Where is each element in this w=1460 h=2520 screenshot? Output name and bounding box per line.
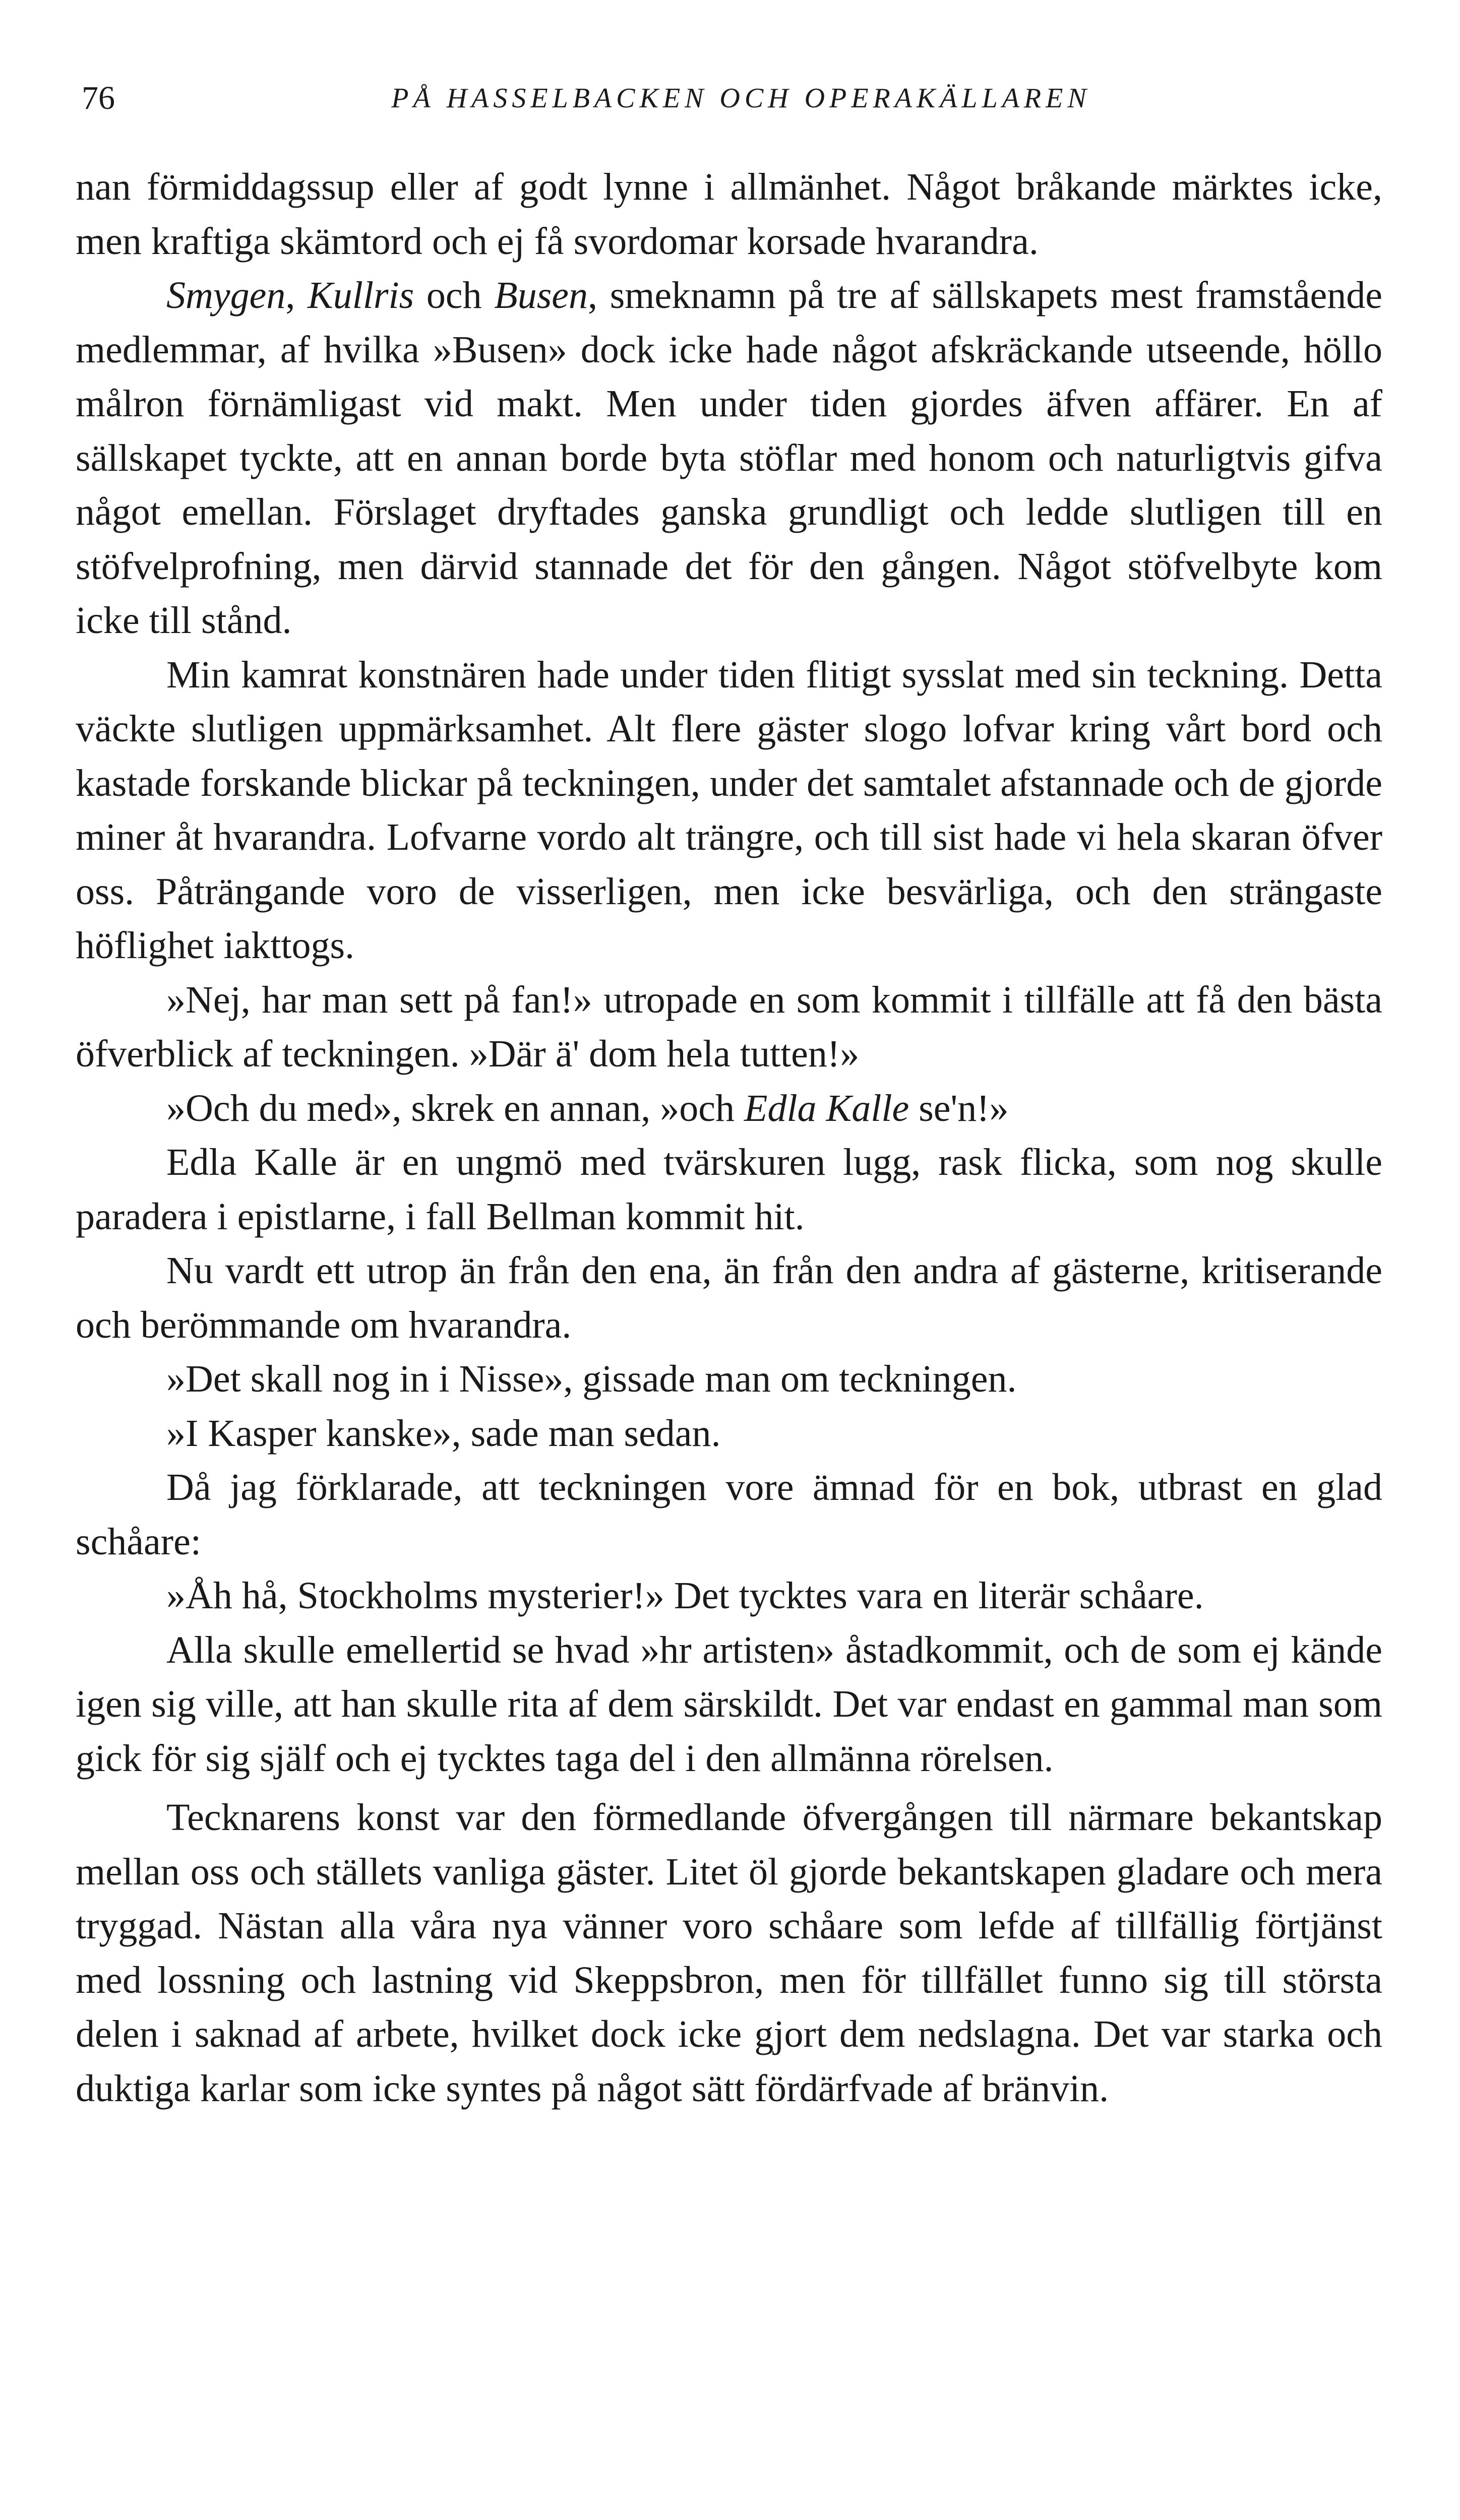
running-title: PÅ HASSELBACKEN OCH OPERAKÄLLAREN: [391, 83, 1091, 114]
name-edla-kalle: Edla Kalle: [744, 1087, 909, 1129]
paragraph-4: »Nej, har man sett på fan!» utropade en som kommit i tillfälle att få den bästa öfverblick af teckningen. »Där ä' dom hela tutten!»: [76, 978, 1382, 1075]
paragraph-9: »I Kasper kanske», sade man sedan.: [166, 1412, 721, 1455]
paragraph-2-body: , smeknamn på tre af sällskapets mest framstående medlemmar, af hvilka »Busen» dock icke hade något afskräckande utseende, höllo målron förnämligast vid makt. Men under tiden gjordes äfven affärer. En af sällskapet tyckte, att en annan borde byta stöflar med honom och naturligtvis gifva något emellan. Förslaget dryftades ganska grundligt och ledde slutligen till en stöfvelprofning, men därvid stannade det för den gången. Något stöfvelbyte kom icke till stånd.: [76, 274, 1383, 642]
separator: och: [414, 274, 495, 317]
body-text: [76, 160, 1382, 2116]
paragraph-10: Då jag förklarade, att teckningen vore ämnad för en bok, utbrast en glad schåare:: [76, 1466, 1382, 1563]
paragraph-13: Tecknarens konst var den förmedlande öfvergången till närmare bekantskap mellan oss och ställets vanliga gäster. Litet öl gjorde bekantskapen gladare och mera tryggad. Nästan alla våra nya vänner voro schåare som lefde af tillfällig förtjänst med lossning och lastning vid Skeppsbron, men för tillfället funno sig till största delen i saknad af arbete, hvilket dock icke gjort dem nedslagna. Det var starka och duktiga karlar som icke syntes på något sätt fördärfvade af bränvin.: [76, 1796, 1382, 2110]
nickname-smygen: Smygen: [166, 274, 286, 317]
paragraph-2: [76, 269, 1382, 648]
quote-before: »Och du med», skrek en annan, »och: [166, 1087, 745, 1129]
paragraph-5: [76, 1082, 1382, 1136]
paragraph-7: Nu vardt ett utrop än från den ena, än från den andra af gästerne, kritiserande och berömmande om hvarandra.: [76, 1249, 1382, 1346]
quote-after: se'n!»: [909, 1087, 1009, 1129]
page-number: 76: [82, 80, 115, 116]
page-header: [76, 71, 1386, 126]
paragraph-11: »Åh hå, Stockholms mysterier!» Det tycktes vara en literär schåare.: [166, 1574, 1204, 1617]
paragraph-12: Alla skulle emellertid se hvad »hr artisten» åstadkommit, och de som ej kände igen sig ville, att han skulle rita af dem särskildt. Det var endast en gammal man som gick för sig själf och ej tycktes taga del i den allmänna rörelsen.: [76, 1628, 1382, 1780]
nickname-busen: Busen: [494, 274, 588, 317]
nickname-kullris: Kullris: [308, 274, 414, 317]
paragraph-8: »Det skall nog in i Nisse», gissade man om teckningen.: [166, 1358, 1017, 1400]
paragraph-6: Edla Kalle är en ungmö med tvärskuren lugg, rask flicka, som nog skulle paradera i epistlarne, i fall Bellman kommit hit.: [76, 1141, 1382, 1238]
separator: ,: [285, 274, 308, 317]
paragraph-3: Min kamrat konstnären hade under tiden flitigt sysslat med sin teckning. Detta väckte slutligen uppmärksamhet. Alt flere gäster slogo lofvar kring vårt bord och kastade forskande blickar på teckningen, under det samtalet afstannade och de gjorde miner åt hvarandra. Lofvarne vordo alt trängre, och till sist hade vi hela skaran öfver oss. Påträngande voro de visserligen, men icke besvärliga, och den strängaste höflighet iakttogs.: [76, 653, 1382, 967]
paragraph-1: nan förmiddagssup eller af godt lynne i allmänhet. Något bråkande märktes icke, men kraftiga skämtord och ej få svordomar korsade hvarandra.: [76, 166, 1382, 263]
